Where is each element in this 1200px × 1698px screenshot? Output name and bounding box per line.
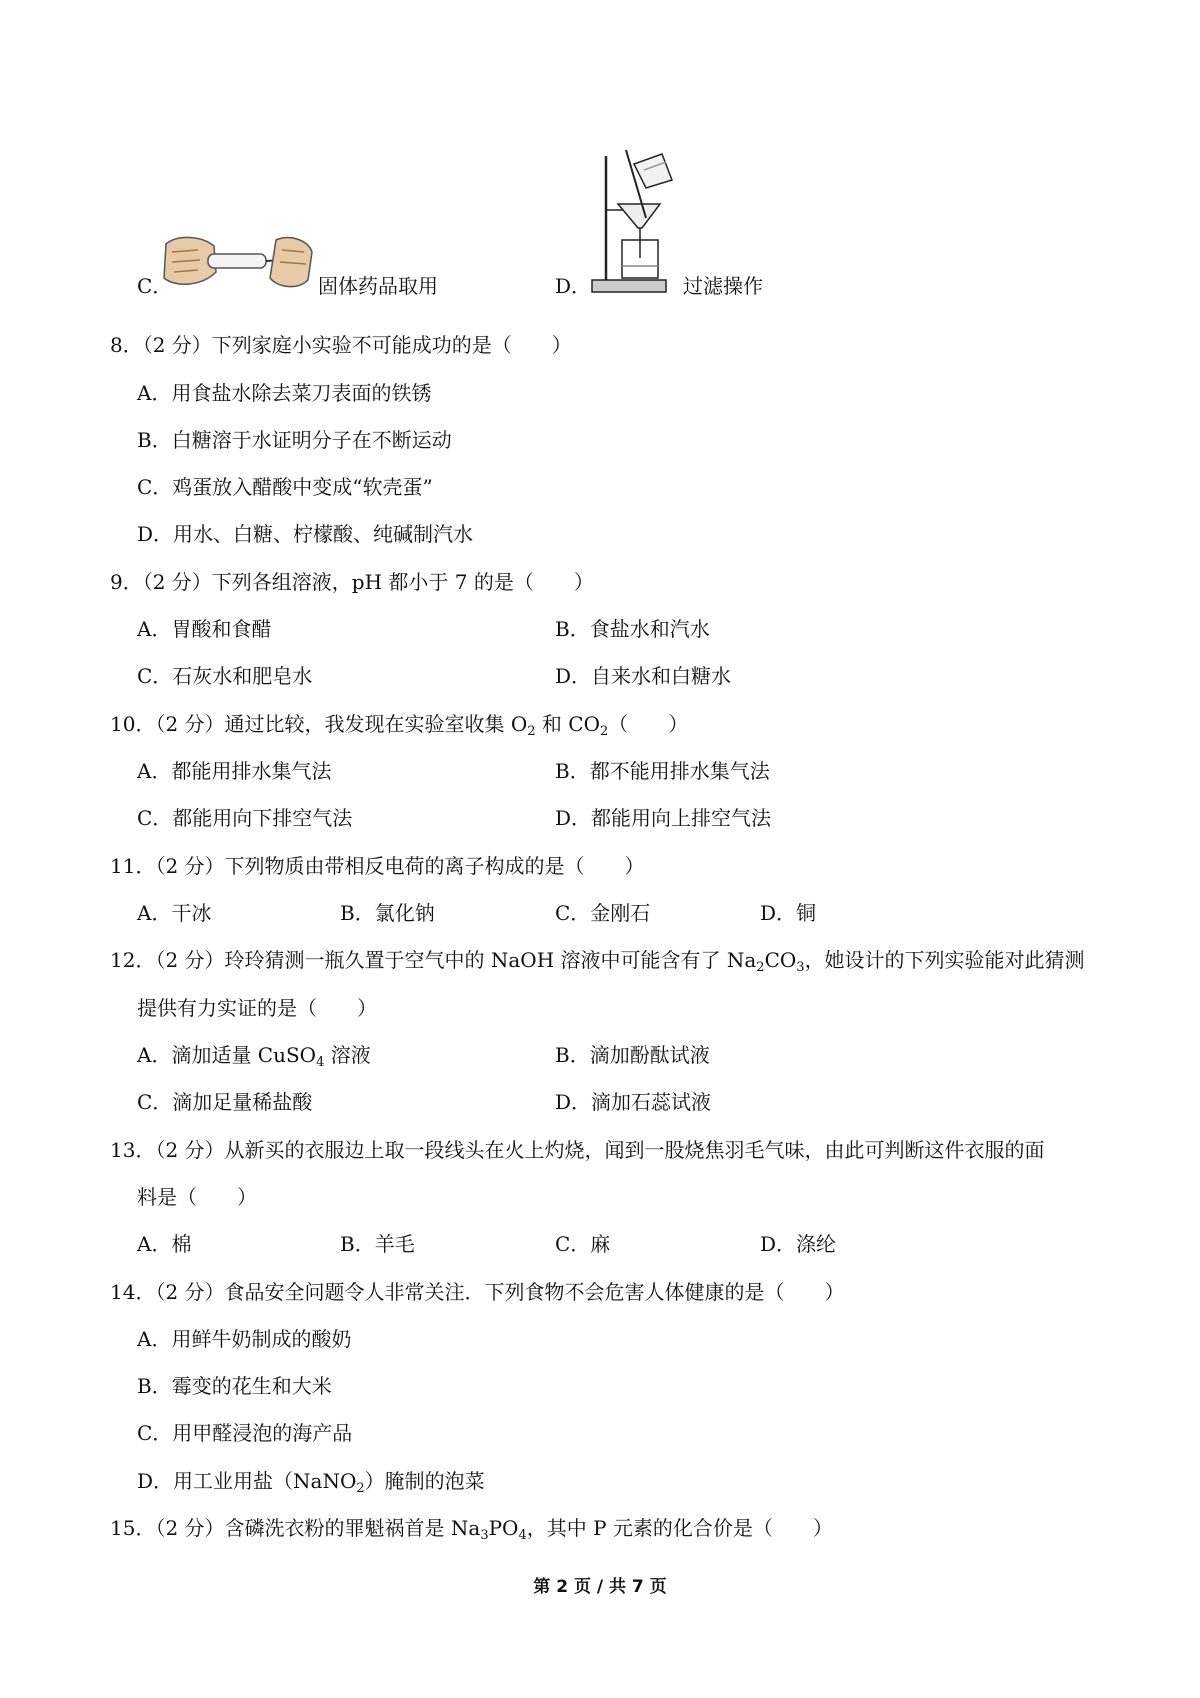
q10-option-b: B．都不能用排水集气法 <box>555 759 770 783</box>
q9-option-d: D．自来水和白糖水 <box>555 664 732 688</box>
q10-stem <box>110 710 688 738</box>
q12-option-c: C．滴加足量稀盐酸 <box>137 1090 313 1114</box>
q12-stem-part: 12．（2 分）玲玲猜测一瓶久置于空气中的 NaOH 溶液中可能含有了 Na <box>110 948 757 972</box>
q9-option-a: A．胃酸和食醋 <box>137 617 272 641</box>
q11-stem: 11．（2 分）下列物质由带相反电荷的离子构成的是（ ） <box>110 854 645 878</box>
q15-stem-part: ，其中 P 元素的化合价是（ ） <box>526 1516 833 1540</box>
q8-option-b: B．白糖溶于水证明分子在不断运动 <box>137 428 452 452</box>
q7-option-d-letter: D． <box>555 274 592 298</box>
q7-option-c-letter: C． <box>137 274 173 298</box>
q8-option-c: C．鸡蛋放入醋酸中变成“软壳蛋” <box>137 475 433 499</box>
q11-option-b: B．氯化钠 <box>340 901 435 925</box>
q10-stem-part: 10．（2 分）通过比较，我发现在实验室收集 O <box>110 712 528 736</box>
filtration-apparatus-figure <box>588 148 680 296</box>
q7-option-d-text: 过滤操作 <box>683 274 763 298</box>
q10-option-c: C．都能用向下排空气法 <box>137 806 353 830</box>
q10-stem-part: 和 CO <box>535 712 600 736</box>
q10-subscript: 2 <box>527 724 536 739</box>
q14-option-c: C．用甲醛浸泡的海产品 <box>137 1421 353 1445</box>
q9-stem: 9．（2 分）下列各组溶液，pH 都小于 7 的是（ ） <box>110 570 594 594</box>
q12-subscript: 4 <box>316 1055 325 1070</box>
q11-option-d: D．铜 <box>760 901 817 925</box>
q11-option-c: C．金刚石 <box>555 901 651 925</box>
q12-option-d: D．滴加石蕊试液 <box>555 1090 712 1114</box>
q13-option-a: A．棉 <box>137 1232 192 1256</box>
q10-stem-part: （ ） <box>608 712 689 736</box>
q9-option-c: C．石灰水和肥皂水 <box>137 664 313 688</box>
q14-option-a: A．用鲜牛奶制成的酸奶 <box>137 1327 352 1351</box>
q12-option-a-part: 溶液 <box>324 1043 371 1067</box>
q8-stem: 8．（2 分）下列家庭小实验不可能成功的是（ ） <box>110 333 572 357</box>
q10-option-d: D．都能用向上排空气法 <box>555 806 772 830</box>
q12-option-a <box>137 1041 371 1069</box>
q15-subscript: 3 <box>480 1528 489 1543</box>
q9-option-b: B．食盐水和汽水 <box>555 617 710 641</box>
q13-stem-line2: 料是（ ） <box>137 1185 257 1209</box>
q12-stem-part: ，她设计的下列实验能对此猜测 <box>804 948 1085 972</box>
page-footer: 第 2 页 / 共 7 页 <box>533 1577 667 1597</box>
q12-option-b: B．滴加酚酞试液 <box>555 1043 710 1067</box>
q10-subscript: 2 <box>600 724 609 739</box>
q13-stem: 13．（2 分）从新买的衣服边上取一段线头在火上灼烧，闻到一股烧焦羽毛气味，由此可判断这件衣服的面 <box>110 1138 1045 1162</box>
q12-subscript: 2 <box>756 960 765 975</box>
q14-option-b: B．霉变的花生和大米 <box>137 1374 332 1398</box>
q13-option-d: D．涤纶 <box>760 1232 837 1256</box>
q7-option-c <box>137 272 172 300</box>
q14-option-d-part: D．用工业用盐（NaNO <box>137 1469 357 1493</box>
q14-option-d-part: ）腌制的泡菜 <box>364 1469 485 1493</box>
q15-subscript: 4 <box>518 1528 527 1543</box>
q13-option-c: C．麻 <box>555 1232 611 1256</box>
q8-option-a: A．用食盐水除去菜刀表面的铁锈 <box>137 381 432 405</box>
q12-option-a-part: A．滴加适量 CuSO <box>137 1043 317 1067</box>
q14-stem: 14．（2 分）食品安全问题令人非常关注．下列食物不会危害人体健康的是（ ） <box>110 1280 845 1304</box>
q8-option-d: D．用水、白糖、柠檬酸、纯碱制汽水 <box>137 522 474 546</box>
q12-stem-part: CO <box>764 948 797 972</box>
q11-option-a: A．干冰 <box>137 901 212 925</box>
q7-option-c-text: 固体药品取用 <box>318 274 438 298</box>
q15-stem-part: PO <box>488 1516 519 1540</box>
q15-stem <box>110 1514 833 1542</box>
q14-subscript: 2 <box>356 1481 365 1496</box>
q12-stem <box>110 946 1085 974</box>
q12-subscript: 3 <box>796 960 805 975</box>
q12-stem-line2: 提供有力实证的是（ ） <box>137 996 377 1020</box>
q14-option-d <box>137 1467 485 1495</box>
q10-option-a: A．都能用排水集气法 <box>137 759 332 783</box>
q15-stem-part: 15．（2 分）含磷洗衣粉的罪魁祸首是 Na <box>110 1516 481 1540</box>
solid-reagent-figure <box>158 232 316 294</box>
q13-option-b: B．羊毛 <box>340 1232 415 1256</box>
